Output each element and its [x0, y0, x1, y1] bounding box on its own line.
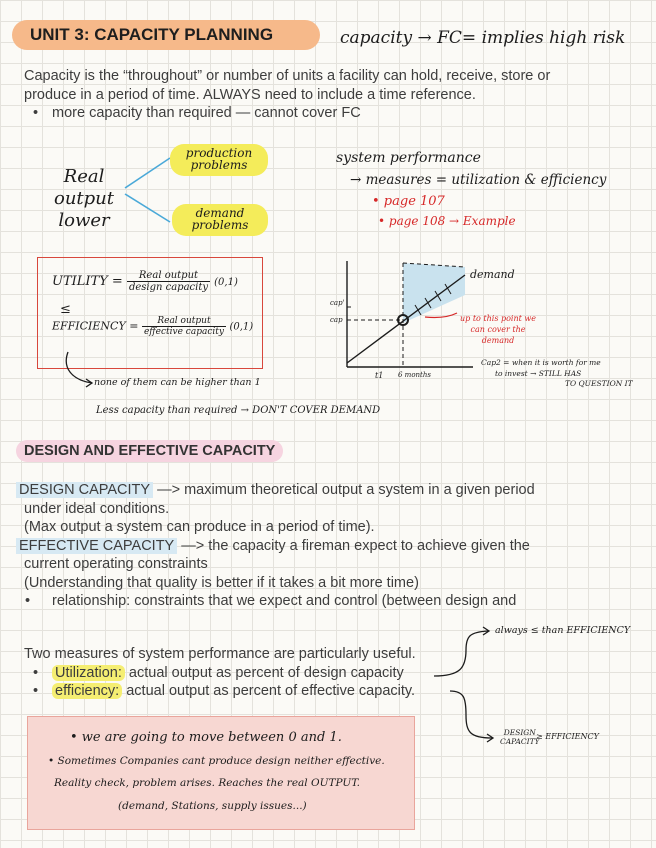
efficiency-fraction — [142, 316, 226, 337]
measures-note-bottom-c: ≥ EFFICIENCY — [536, 732, 599, 741]
efficiency-denominator: effective capacity — [143, 327, 224, 337]
graph-y-tick-cap: cap — [330, 316, 343, 324]
system-heading: system performance — [336, 150, 481, 166]
graph-annotation: up to this point we can cover the demand — [460, 314, 536, 345]
efficiency-text: actual output as percent of effective capacity. — [122, 683, 416, 699]
summary-line-4: (demand, Stations, supply issues...) — [118, 800, 307, 812]
efficiency-term: efficiency: — [52, 683, 122, 699]
capacity-definitions — [16, 481, 646, 611]
summary-line-3: Reality check, problem arises. Reaches the real OUTPUT. — [54, 777, 360, 789]
design-line-2: under ideal conditions. — [24, 500, 170, 517]
utility-fraction — [127, 270, 210, 293]
graph-x-tick-t1: t1 — [375, 371, 384, 380]
effective-capacity-term: EFFECTIVE CAPACITY — [16, 538, 177, 554]
intro-bullet: • more capacity than required — cannot cover FC — [24, 104, 644, 123]
graph-y-tick-cap2: cap' — [330, 299, 345, 307]
measures-note-bottom — [500, 728, 540, 746]
page-title: UNIT 3: CAPACITY PLANNING — [12, 20, 320, 50]
system-measures: → measures = utilization & efficiency — [350, 172, 607, 188]
measures-brackets — [430, 620, 500, 750]
efficiency-label: EFFICIENCY = — [52, 319, 139, 333]
mindmap-branch-demand: demand problems — [172, 204, 268, 236]
graph-x-tick-6months: 6 months — [398, 371, 431, 379]
system-page-107: • page 107 — [372, 194, 445, 209]
relationship-bullet: • relationship: constraints that we expect and control (between design and — [16, 592, 646, 611]
graph-side-note-3: TO QUESTION IT — [565, 379, 633, 388]
efficiency-range: (0,1) — [229, 321, 254, 333]
utilization-term: Utilization: — [52, 665, 125, 681]
utilization-bullet — [24, 664, 474, 683]
leq-sign: ≤ — [60, 302, 71, 317]
effective-capacity-text: —> the capacity a fireman expect to achieve given the — [177, 537, 530, 554]
design-line-1 — [16, 481, 646, 500]
header-side-note: capacity → FC= implies high risk — [340, 28, 626, 48]
summary-line-1: • we are going to move between 0 and 1. — [70, 730, 342, 745]
design-line-3: (Max output a system can produce in a period of time). — [24, 519, 375, 535]
intro-line-2: produce in a period of time. ALWAYS need to include a time reference. — [24, 86, 476, 103]
graph-curve-label: demand — [470, 268, 515, 281]
measures-block — [24, 645, 474, 701]
formula-bottom-note: Less capacity than required → DON'T COVER DEMAND — [96, 405, 381, 416]
formula-note: none of them can be higher than 1 — [94, 377, 261, 388]
measures-note-bottom-a: DESIGN — [503, 728, 536, 737]
measures-note-top: always ≤ than EFFICIENCY — [495, 625, 631, 636]
effective-line-2: current operating constraints — [24, 556, 208, 572]
graph-annotation-arrow — [425, 313, 457, 318]
section-title: DESIGN AND EFFECTIVE CAPACITY — [16, 440, 283, 462]
design-capacity-text: —> maximum theoretical output a system in a given period — [153, 482, 535, 498]
measures-note-bottom-b: CAPACITY — [500, 737, 540, 746]
mindmap-root: Real output lower — [53, 166, 114, 231]
effective-line-3: (Understanding that quality is better if it takes a bit more time) — [24, 574, 419, 591]
system-page-108: • page 108 → Example — [378, 214, 516, 228]
design-capacity-term: DESIGN CAPACITY — [16, 482, 153, 498]
utility-range: (0,1) — [214, 277, 238, 288]
measures-intro: Two measures of system performance are particularly useful. — [24, 646, 416, 662]
note-arrow — [58, 350, 98, 390]
utility-numerator: Real output — [127, 270, 210, 282]
graph-side-note-2: to invest → STILL HAS — [495, 369, 582, 378]
intro-paragraph — [24, 67, 644, 123]
utility-label: UTILITY = — [52, 274, 123, 289]
efficiency-numerator: Real output — [142, 316, 226, 327]
utility-denominator: design capacity — [128, 282, 209, 293]
utility-formula — [52, 270, 238, 293]
efficiency-bullet — [24, 682, 474, 701]
utilization-text: actual output as percent of design capacity — [124, 664, 404, 681]
intro-line-1: Capacity is the “throughout” or number of units a facility can hold, receive, store or — [24, 68, 551, 84]
effective-line-1 — [16, 537, 646, 556]
mindmap-branch-production: production problems — [170, 144, 268, 176]
graph-side-note-1: Cap2 = when it is worth for me — [481, 358, 601, 367]
summary-line-2: • Sometimes Companies cant produce design neither effective. — [48, 755, 385, 767]
efficiency-formula — [52, 316, 253, 337]
